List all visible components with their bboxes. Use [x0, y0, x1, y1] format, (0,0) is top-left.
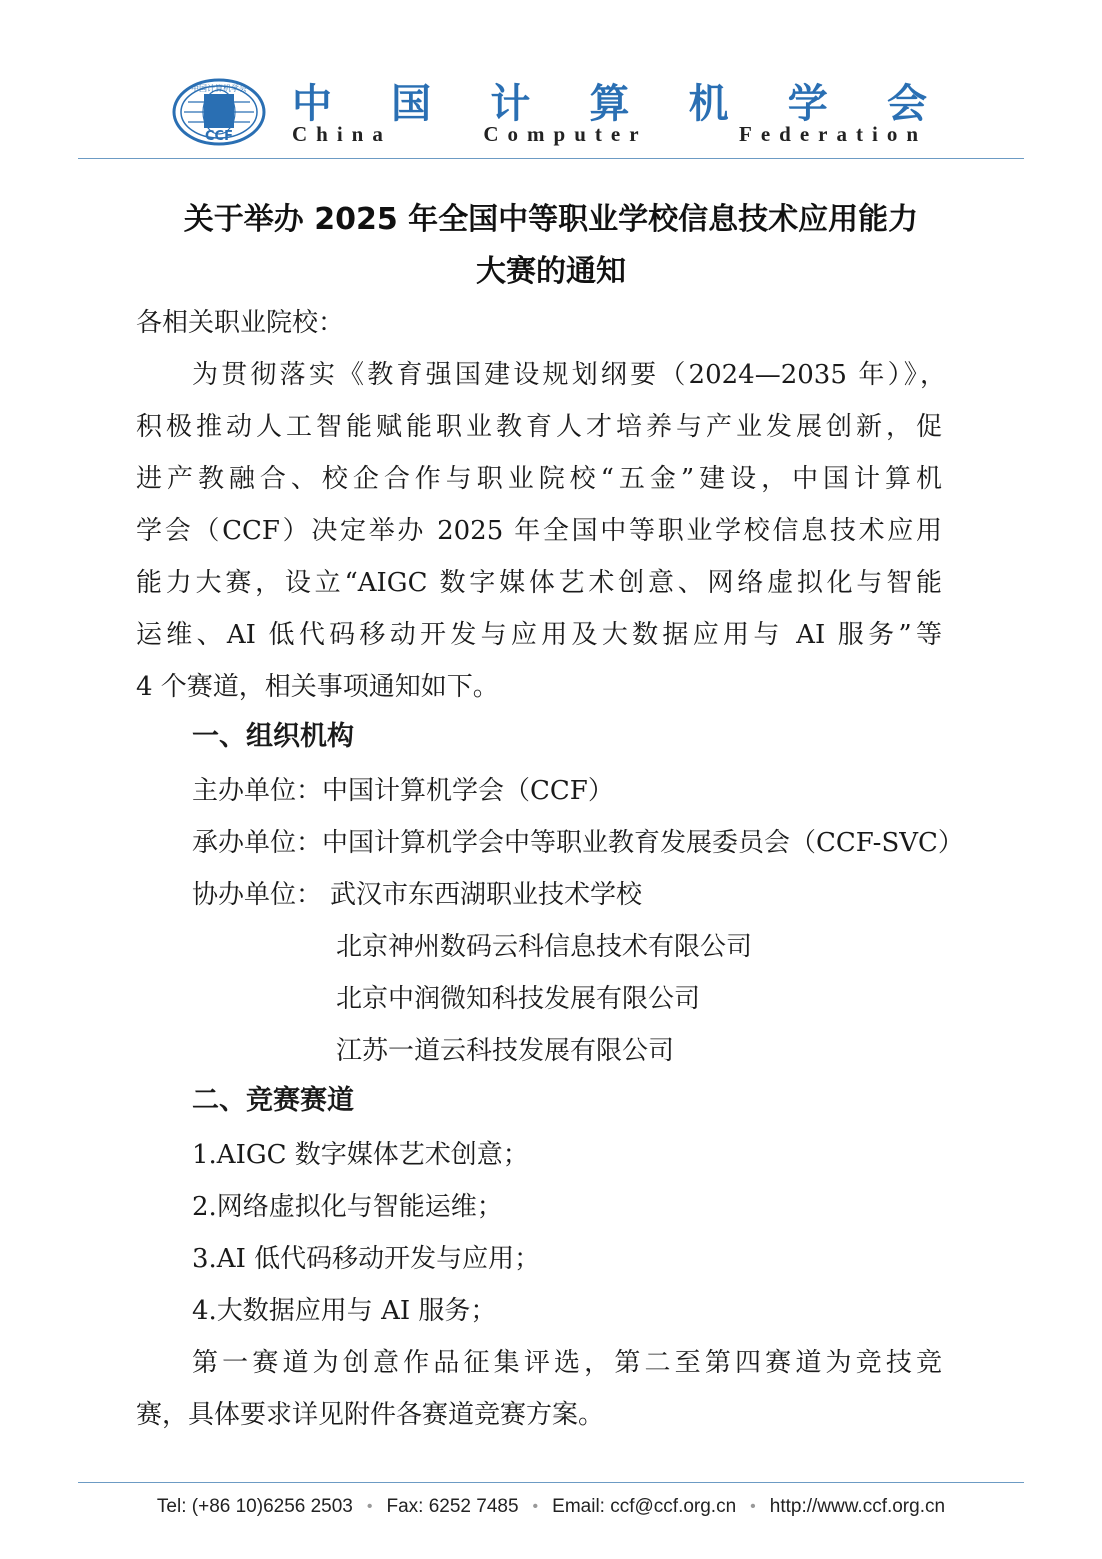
- section-heading-organization: 一、组织机构: [192, 721, 354, 752]
- intro-line: 学会（CCF）决定举办 2025 年全国中等职业学校信息技术应用: [136, 516, 942, 546]
- section-heading-tracks: 二、竞赛赛道: [192, 1085, 354, 1116]
- intro-line: 为贯彻落实《教育强国建设规划纲要（2024—2035 年）》，: [192, 360, 946, 390]
- footer-separator: •: [750, 1498, 756, 1515]
- intro-line: 积极推动人工智能赋能职业教育人才培养与产业发展创新，促: [136, 412, 942, 442]
- org-name-cn-char: 国: [391, 80, 432, 127]
- tracks-note: 第一赛道为创意作品征集评选，第二至第四赛道为竞技竞: [192, 1348, 942, 1378]
- track-item: 1.AIGC 数字媒体艺术创意；: [192, 1140, 529, 1170]
- footer-fax: Fax: 6252 7485: [386, 1496, 519, 1517]
- footer-separator: •: [366, 1498, 373, 1515]
- salutation: 各相关职业院校：: [136, 308, 345, 338]
- notice-title-line-1: 关于举办 2025 年全国中等职业学校信息技术应用能力: [183, 202, 919, 237]
- org-name-cn-char: 计: [490, 80, 531, 127]
- logo-text-bottom: CCF: [205, 129, 233, 144]
- footer-email[interactable]: Email: ccf@ccf.org.cn: [552, 1496, 737, 1517]
- notice-title-line-2: 大赛的通知: [476, 254, 626, 289]
- footer-tel: Tel: (+86 10)6256 2503: [156, 1496, 353, 1517]
- intro-line: 运维、AI 低代码移动开发与应用及大数据应用与 AI 服务”等: [136, 620, 942, 650]
- co-organizer: 江苏一道云科技发展有限公司: [336, 1036, 675, 1066]
- track-item: 4.大数据应用与 AI 服务；: [192, 1296, 497, 1326]
- footer-website-link[interactable]: http://www.ccf.org.cn: [769, 1496, 946, 1517]
- tracks-note: 赛，具体要求详见附件各赛道竞赛方案。: [136, 1400, 605, 1430]
- intro-line: 4 个赛道，相关事项通知如下。: [136, 672, 499, 702]
- logo-text-top: 中国计算机学会: [191, 84, 247, 93]
- co-organizer: 北京神州数码云科信息技术有限公司: [336, 932, 753, 962]
- co-organizer: 北京中润微知科技发展有限公司: [336, 984, 701, 1014]
- org-name-en-word: Computer: [483, 121, 648, 146]
- co-organizer: 武汉市东西湖职业技术学校: [330, 880, 643, 910]
- org-name-en: [292, 121, 927, 147]
- track-item: 3.AI 低代码移动开发与应用；: [192, 1244, 541, 1274]
- org-name-cn-char: 机: [688, 80, 729, 127]
- org-name-cn-char: 算: [589, 80, 630, 127]
- org-name-cn-char: 中: [292, 80, 332, 127]
- footer-divider: [78, 1482, 1024, 1483]
- org-name-en-word: Federation: [739, 121, 927, 146]
- intro-line: 进产教融合、校企合作与职业院校“五金”建设，中国计算机: [136, 464, 942, 494]
- org-name-cn-char: 会: [886, 80, 927, 127]
- host-unit: 主办单位：中国计算机学会（CCF）: [192, 776, 614, 806]
- intro-line: 能力大赛，设立“AIGC 数字媒体艺术创意、网络虚拟化与智能: [136, 568, 942, 598]
- header-divider: [78, 158, 1024, 159]
- co-organizer-label: 协办单位：: [192, 880, 323, 910]
- contact-footer: [78, 1492, 1024, 1522]
- letterhead: [0, 0, 1102, 160]
- org-name-en-word: China: [292, 121, 392, 146]
- footer-separator: •: [532, 1498, 539, 1515]
- org-name-cn-char: 学: [787, 80, 828, 127]
- ccf-logo: [172, 78, 266, 146]
- track-item: 2.网络虚拟化与智能运维；: [192, 1192, 503, 1222]
- organizer-unit: 承办单位：中国计算机学会中等职业教育发展委员会（CCF-SVC）: [192, 828, 964, 858]
